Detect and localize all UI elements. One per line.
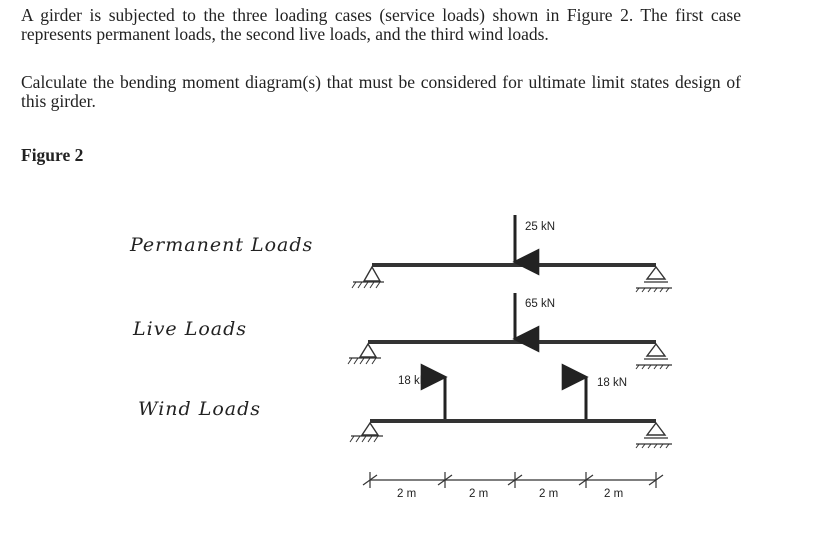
point-load-up-right (586, 377, 627, 419)
permanent-case (352, 215, 672, 292)
task-statement: Calculate the bending moment diagram(s) that must be considered for ultimate limit states design of this girder. (21, 72, 741, 111)
problem-statement: A girder is subjected to the three loading cases (service loads) shown in Figure 2. The first case represents permanent loads, the second live loads, and the third wind loads. (21, 5, 741, 44)
pin-support-left (352, 267, 384, 288)
load-value: 65 kN (525, 298, 556, 310)
wind-case (350, 375, 672, 448)
roller-support-right (636, 344, 672, 369)
load-value: 25 kN (525, 221, 556, 233)
load-value: 18 kN (398, 375, 429, 387)
permanent-loads-label: Permanent Loads (130, 234, 314, 256)
point-load-down (515, 293, 555, 339)
wind-loads-label: Wind Loads (138, 398, 262, 420)
point-load-up-left (398, 375, 445, 419)
roller-support-right (636, 423, 672, 448)
span-label: 2 m (604, 488, 624, 500)
load-value: 18 kN (597, 377, 628, 389)
dimension-line (363, 472, 663, 500)
span-label: 2 m (469, 488, 489, 500)
point-load-down (515, 215, 555, 262)
pin-support-left (348, 344, 381, 364)
live-loads-label: Live Loads (133, 318, 248, 340)
pin-support-left (350, 423, 383, 442)
span-label: 2 m (539, 488, 559, 500)
span-label: 2 m (397, 488, 417, 500)
live-case (348, 293, 672, 369)
roller-support-right (636, 267, 672, 292)
figure-label: Figure 2 (21, 145, 84, 165)
